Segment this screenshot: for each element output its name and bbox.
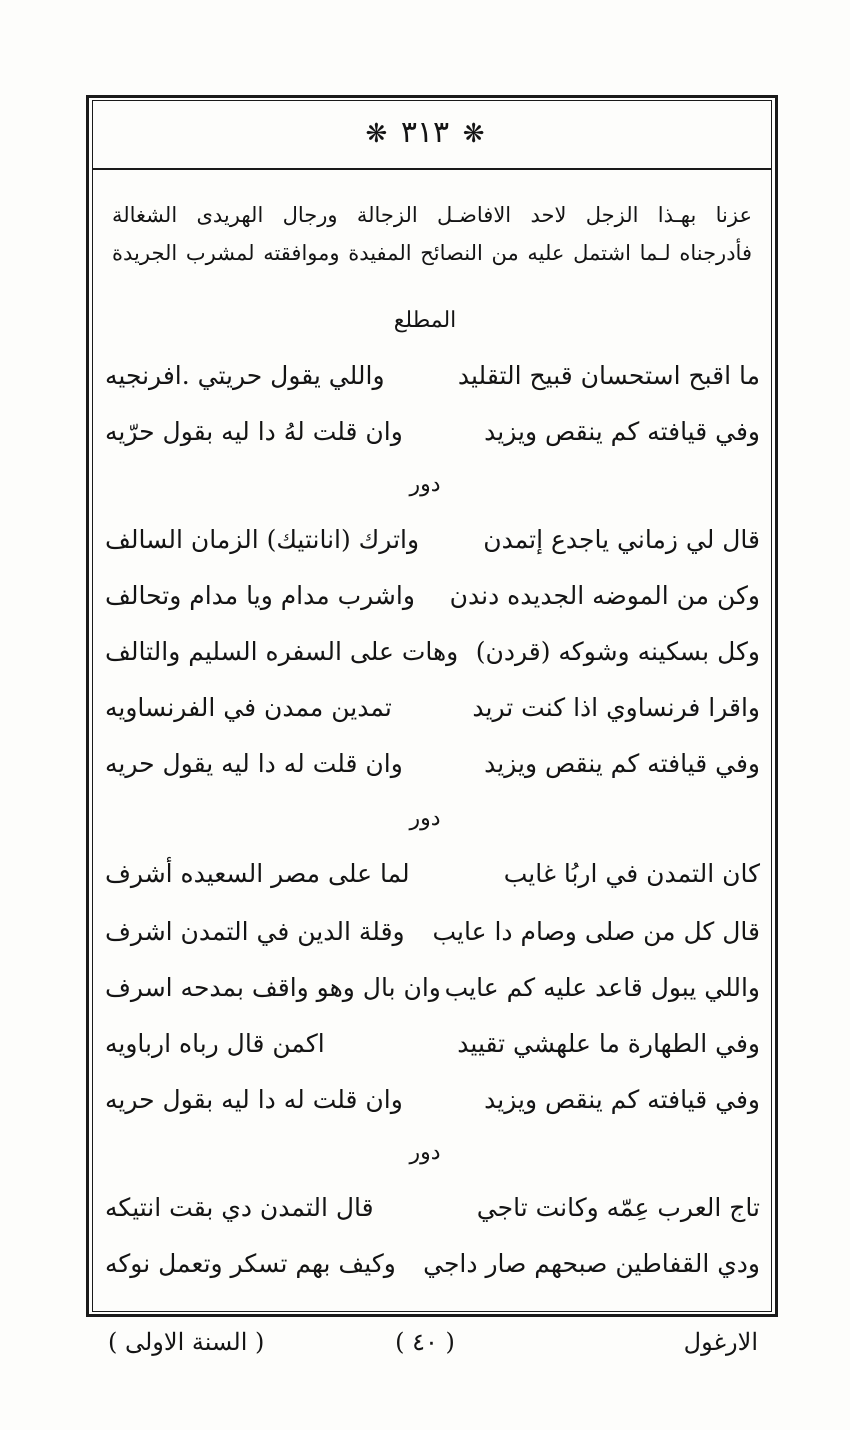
verse-hemistich-left: اكمن قال رباه ارباويه — [105, 1029, 325, 1058]
footer-journal-title: الارغول — [683, 1328, 758, 1356]
verse-hemistich-left: واترك (انانتيك) الزمان السالف — [105, 525, 420, 554]
verse-line — [105, 624, 760, 680]
verse-hemistich-right: وفي قيافته كم ينقص ويزيد — [484, 417, 760, 446]
verse-line — [105, 1236, 760, 1292]
verse-hemistich-left: وان قلت له دا ليه يقول حريه — [105, 749, 403, 778]
verse-hemistich-right: وفي الطهارة ما علهشي تقييد — [457, 1029, 760, 1058]
ornament-icon: ❋ — [462, 119, 485, 149]
section-heading: دور — [409, 806, 441, 831]
verse-line — [105, 1072, 760, 1128]
verse-hemistich-right: وفي قيافته كم ينقص ويزيد — [484, 1085, 760, 1114]
intro-line: عزنا بهـذا الزجل لاحد الافاضـل الزجالة ورجال الهريدى الشغالة — [112, 203, 752, 227]
verse-hemistich-left: وان قلت لهُ دا ليه بقول حرّيه — [105, 417, 403, 446]
header-rule — [92, 168, 772, 170]
verse-line — [105, 348, 760, 404]
verse-hemistich-right: وكل بسكينه وشوكه (قردن) — [475, 637, 760, 666]
footer-issue-number: ( ٤٠ ) — [395, 1328, 455, 1356]
verse-hemistich-left: وهات على السفره السليم والتالف — [105, 637, 459, 666]
verse-hemistich-left: وكيف بهم تسكر وتعمل نوكه — [105, 1249, 396, 1278]
verse-line — [105, 904, 760, 960]
section-heading: دور — [409, 1140, 441, 1165]
verse-hemistich-right: وكن من الموضه الجديده دندن — [449, 581, 760, 610]
verse-hemistich-right: تاج العرب عِمّه وكانت تاجي — [476, 1193, 760, 1222]
verse-hemistich-right: ودي القفاطين صبحهم صار داجي — [423, 1249, 760, 1278]
verse-hemistich-right: وفي قيافته كم ينقص ويزيد — [484, 749, 760, 778]
page-number: ٣١٣ — [400, 115, 450, 150]
verse-hemistich-right: ما اقبح استحسان قبيح التقليد — [457, 361, 760, 390]
verse-hemistich-left: تمدين ممدن في الفرنساويه — [105, 693, 392, 722]
verse-line — [105, 680, 760, 736]
verse-hemistich-left: وان قلت له دا ليه بقول حريه — [105, 1085, 403, 1114]
verse-hemistich-left: واشرب مدام ويا مدام وتحالف — [105, 581, 415, 610]
section-heading: المطلع — [393, 308, 457, 333]
verse-hemistich-left: وقلة الدين في التمدن اشرف — [105, 917, 405, 946]
verse-line — [105, 736, 760, 792]
page-number-header — [0, 115, 850, 150]
ornament-icon: ❋ — [365, 119, 388, 149]
footer-year: ( السنة الاولى ) — [108, 1328, 265, 1356]
verse-line — [105, 568, 760, 624]
section-heading: دور — [409, 472, 441, 497]
verse-line — [105, 404, 760, 460]
intro-line: فأدرجناه لـما اشتمل عليه من النصائح المفيدة وموافقته لمشرب الجريدة — [112, 241, 752, 265]
verse-line — [105, 1016, 760, 1072]
verse-line — [105, 846, 760, 902]
intro-paragraph — [112, 196, 752, 272]
verse-hemistich-left: لما على مصر السعيده أشرف — [105, 859, 410, 888]
verse-hemistich-right: قال لي زماني ياجدع إتمدن — [483, 525, 760, 554]
verse-hemistich-right: قال كل من صلى وصام دا عايب — [432, 917, 760, 946]
verse-hemistich-left: قال التمدن دي بقت انتيكه — [105, 1193, 374, 1222]
verse-hemistich-right: واللي يبول قاعد عليه كم عايب — [444, 973, 760, 1002]
verse-hemistich-left: واللي يقول حريتي .افرنجيه — [105, 361, 385, 390]
verse-hemistich-right: كان التمدن في اربُا غايب — [503, 859, 760, 888]
verse-line — [105, 1180, 760, 1236]
verse-line — [105, 960, 760, 1016]
verse-line — [105, 512, 760, 568]
verse-hemistich-left: وان بال وهو واقف بمدحه اسرف — [105, 973, 441, 1002]
verse-hemistich-right: واقرا فرنساوي اذا كنت تريد — [472, 693, 760, 722]
